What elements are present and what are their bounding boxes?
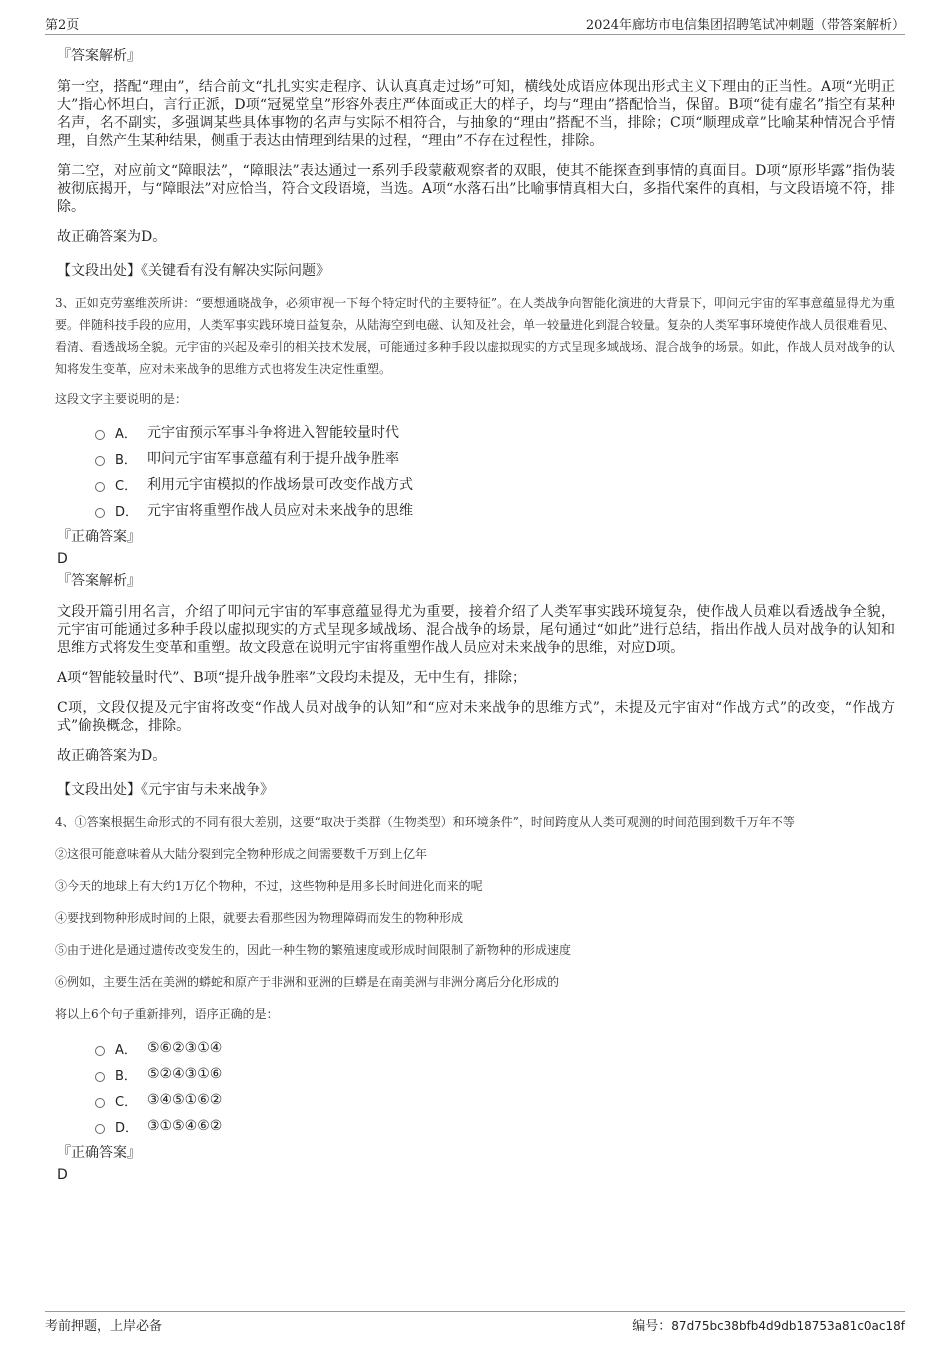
radio-button[interactable] bbox=[95, 1098, 105, 1108]
option-b[interactable] bbox=[95, 1061, 895, 1087]
page-footer bbox=[45, 1311, 905, 1336]
option-letter: A． bbox=[115, 426, 137, 442]
passage-source: 【文段出处】《关键看有没有解决实际问题》 bbox=[57, 263, 330, 279]
question-3-options bbox=[95, 419, 895, 523]
radio-button[interactable] bbox=[95, 1072, 105, 1082]
radio-button[interactable] bbox=[95, 456, 105, 466]
option-a[interactable] bbox=[95, 419, 895, 445]
option-letter: A． bbox=[115, 1042, 137, 1058]
option-letter: D． bbox=[115, 1120, 139, 1136]
radio-button[interactable] bbox=[95, 508, 105, 518]
correct-answer: D bbox=[57, 551, 68, 567]
page-number: 第2页 bbox=[45, 18, 80, 33]
correct-answer-heading: 『正确答案』 bbox=[57, 1145, 141, 1161]
question-4-options bbox=[95, 1035, 895, 1139]
code-label: 编号： bbox=[632, 1319, 672, 1334]
option-letter: B． bbox=[115, 1068, 137, 1084]
option-text: 叩问元宇宙军事意蕴有利于提升战争胜率 bbox=[147, 451, 399, 467]
question-4-sentence: ⑤由于进化是通过遗传改变发生的，因此一种生物的繁殖速度或形成时间限制了新物种的形成速度 bbox=[55, 943, 572, 957]
question-4-sentence: ⑥例如，主要生活在美洲的蟒蛇和原产于非洲和亚洲的巨蟒是在南美洲与非洲分离后分化形成的 bbox=[55, 975, 560, 989]
option-letter: D． bbox=[115, 504, 139, 520]
document-code bbox=[632, 1315, 905, 1334]
question-4-sentence: ②这很可能意味着从大陆分裂到完全物种形成之间需要数千万到上亿年 bbox=[55, 847, 428, 861]
analysis-conclusion: 故正确答案为D。 bbox=[57, 229, 167, 245]
question-3-prompt: 这段文字主要说明的是： bbox=[55, 392, 188, 406]
code-value: 87d75bc38bfb4d9db18753a81c0ac18f bbox=[671, 1319, 905, 1333]
answer-analysis-heading: 『答案解析』 bbox=[57, 573, 141, 589]
option-text: ⑤②④③①⑥ bbox=[147, 1066, 223, 1082]
option-b[interactable] bbox=[95, 445, 895, 471]
analysis-conclusion: 故正确答案为D。 bbox=[57, 748, 167, 764]
option-text: 元宇宙将重塑作战人员应对未来战争的思维 bbox=[147, 503, 413, 519]
analysis-paragraph: 第二空，对应前文“障眼法”，“障眼法”表达通过一系列手段蒙蔽观察者的双眼，使其不能探查到事情的真面目。D项“原形毕露”指伪装被彻底揭开，与“障眼法”对应恰当，符合文段语境，当选。A项“水落石出”比喻事情真相大白，多指代案件的真相，与文段语境不符，排除。 bbox=[57, 163, 895, 215]
option-c[interactable] bbox=[95, 1087, 895, 1113]
analysis-paragraph: C项，文段仅提及元宇宙将改变“作战人员对战争的认知”和“应对未来战争的思维方式”，未提及元宇宙对“作战方式”的改变，“作战方式”偷换概念，排除。 bbox=[57, 700, 895, 734]
option-text: ⑤⑥②③①④ bbox=[147, 1040, 223, 1056]
option-c[interactable] bbox=[95, 471, 895, 497]
analysis-paragraph: 第一空，搭配“理由”，结合前文“扎扎实实走程序、认认真真走过场”可知，横线处成语应体现出形式主义下理由的正当性。A项“光明正大”指心怀坦白，言行正派，D项“冠冕堂皇”形容外表庄严体面或正大的样子，均与“理由”搭配恰当，保留。B项“徒有虚名”指空有某种名声，名不副实，多强调某些具体事物的名声与实际不相符合，与抽象的“理由”搭配不当，排除；C项“顺理成章”比喻某种情况合乎情理，自然产生某种结果，侧重于表达由情理到结果的过程，“理由”不存在过程性，排除。 bbox=[57, 79, 895, 149]
option-d[interactable] bbox=[95, 1113, 895, 1139]
document-title: 2024年廊坊市电信集团招聘笔试冲刺题（带答案解析） bbox=[585, 18, 905, 33]
radio-button[interactable] bbox=[95, 430, 105, 440]
option-d[interactable] bbox=[95, 497, 895, 523]
question-4-prompt: 将以上6个句子重新排列，语序正确的是： bbox=[55, 1007, 279, 1021]
question-4-sentence: ④要找到物种形成时间的上限，就要去看那些因为物理障碍而发生的物种形成 bbox=[55, 911, 464, 925]
question-4-sentence: 4、①答案根据生命形式的不同有很大差别，这要“取决于类群（生物类型）和环境条件”，时间跨度从人类可观测的时间范围到数千万年不等 bbox=[55, 815, 795, 829]
radio-button[interactable] bbox=[95, 1046, 105, 1056]
analysis-paragraph: 文段开篇引用名言，介绍了叩问元宇宙的军事意蕴显得尤为重要，接着介绍了人类军事实践环境复杂，使作战人员难以看透战争全貌，元宇宙可能通过多种手段以虚拟现实的方式呈现多域战场、混合战争的场景，尾句通过“如此”进行总结，指出作战人员对战争的认知和思维方式将发生变革和重塑。故文段意在说明元宇宙将重塑作战人员应对未来战争的思维，对应D项。 bbox=[57, 604, 895, 656]
passage-source: 【文段出处】《元宇宙与未来战争》 bbox=[57, 782, 274, 798]
footer-slogan: 考前押题，上岸必备 bbox=[45, 1319, 163, 1334]
option-letter: C． bbox=[115, 478, 138, 494]
question-4-sentence: ③今天的地球上有大约1万亿个物种，不过，这些物种是用多长时间进化而来的呢 bbox=[55, 879, 483, 893]
option-text: ③①⑤④⑥② bbox=[147, 1118, 223, 1134]
option-a[interactable] bbox=[95, 1035, 895, 1061]
option-letter: C． bbox=[115, 1094, 138, 1110]
question-3-text: 3、正如克劳塞维茨所讲：“要想通晓战争，必须审视一下每个特定时代的主要特征”。在人类战争向智能化演进的大背景下，叩问元宇宙的军事意蕴显得尤为重要。伴随科技手段的应用，人类军事实践环境日益复杂，从陆海空到电磁、认知及社会，单一较量进化到混合较量。复杂的人类军事环境使作战人员很难看见、看清、看透战场全貌。元宇宙的兴起及牵引的相关技术发展，可能通过多种手段以虚拟现实的方式呈现多域战场、混合战争的场景。如此，作战人员对战争的认知将发生变革，应对未来战争的思维方式也将发生决定性重塑。 bbox=[55, 296, 896, 376]
option-text: 利用元宇宙模拟的作战场景可改变作战方式 bbox=[147, 477, 413, 493]
option-text: ③④⑤①⑥② bbox=[147, 1092, 223, 1108]
page-content bbox=[55, 42, 895, 1185]
option-letter: B． bbox=[115, 452, 137, 468]
answer-analysis-heading: 『答案解析』 bbox=[57, 48, 141, 64]
page-header bbox=[45, 12, 905, 35]
correct-answer-heading: 『正确答案』 bbox=[57, 529, 141, 545]
radio-button[interactable] bbox=[95, 482, 105, 492]
option-text: 元宇宙预示军事斗争将进入智能较量时代 bbox=[147, 425, 399, 441]
analysis-paragraph: A项“智能较量时代”、B项“提升战争胜率”文段均未提及，无中生有，排除； bbox=[57, 670, 527, 686]
radio-button[interactable] bbox=[95, 1124, 105, 1134]
correct-answer: D bbox=[57, 1167, 68, 1183]
